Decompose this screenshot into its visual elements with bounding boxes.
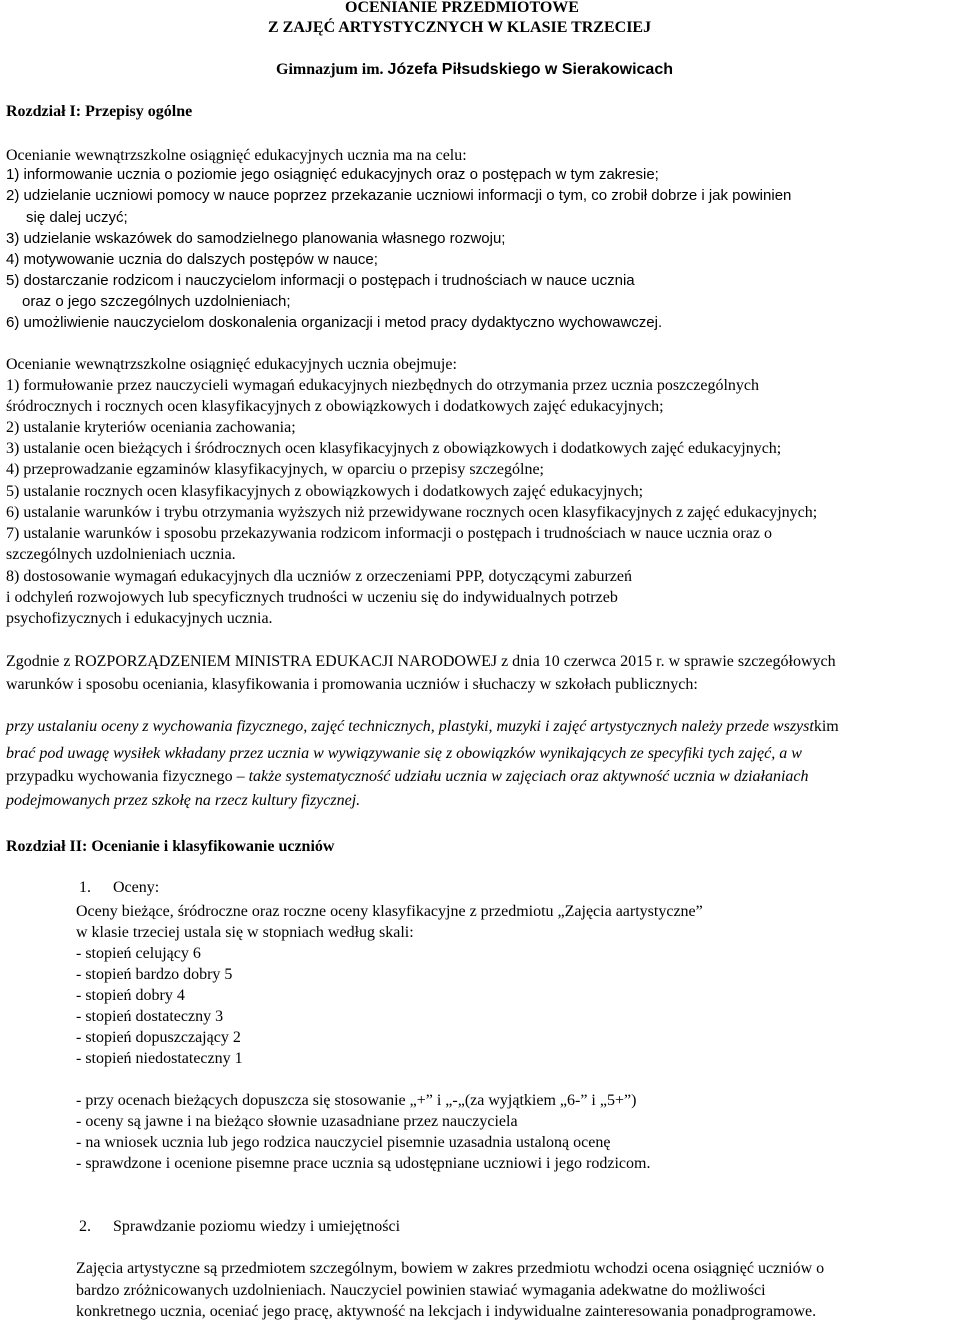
quoted-paragraph-line3 — [6, 769, 809, 785]
grading-rule: - oceny są jawne i na bieżąco słownie uzasadniane przez nauczyciela — [76, 1113, 518, 1130]
goals-line: 4) motywowanie ucznia do dalszych postępów w nauce; — [6, 251, 378, 268]
goals-line: 5) dostarczanie rodzicom i nauczycielom informacji o postępach i trudnościach w nauce ucznia — [6, 272, 635, 289]
goals-line: się dalej uczyć; — [26, 209, 128, 226]
grades-text: w klasie trzeciej ustala się w stopniach według skali: — [76, 924, 414, 941]
goals-line: 6) umożliwienie nauczycielom doskonalenia organizacji i metod pracy dydaktyczno wychowawczej. — [6, 314, 663, 331]
school-name-part1: Gimnazjum im. — [276, 61, 388, 78]
scope-line: i odchyleń rozwojowych lub specyficznych trudności w uczeniu się do indywidualnych potrzeb — [6, 589, 618, 606]
section1-number: 1. — [79, 879, 91, 896]
grade-scale-item: - stopień celujący 6 — [76, 945, 201, 962]
goals-line: oraz o jego szczególnych uzdolnieniach; — [22, 293, 291, 310]
quoted-paragraph-line2: brać pod uwagę wysiłek wkładany przez ucznia w wywiązywanie się z obowiązków wynikających ze specyfiki tych zajęć, a w — [6, 745, 802, 762]
scope-line: 2) ustalanie kryteriów oceniania zachowania; — [6, 419, 296, 436]
grade-scale-item: - stopień dobry 4 — [76, 987, 185, 1004]
scope-line: 4) przeprowadzanie egzaminów klasyfikacyjnych, w oparciu o przepisy szczególne; — [6, 461, 544, 478]
document-title-line2: Z ZAJĘĆ ARTYSTYCZNYCH W KLASIE TRZECIEJ — [268, 19, 652, 36]
section1-title: Oceny: — [113, 879, 160, 896]
quoted-text: przy ustalaniu oceny z wychowania fizycznego, zajęć technicznych, plastyki, muzyki i zajęć artystycznych należy przede wszyst — [6, 718, 814, 735]
scope-line: psychofizycznych i edukacyjnych ucznia. — [6, 610, 273, 627]
school-name — [276, 62, 673, 78]
chapter1-heading: Rozdział I: Przepisy ogólne — [6, 103, 193, 120]
scope-line: 8) dostosowanie wymagań edukacyjnych dla uczniów z orzeczeniami PPP, dotyczącymi zaburzeń — [6, 568, 633, 585]
document-title-line1: OCENIANIE PRZEDMIOTOWE — [345, 0, 579, 16]
quoted-text-tail: kim — [813, 718, 839, 735]
scope-line: 1) formułowanie przez nauczycieli wymagań edukacyjnych niezbędnych do otrzymania przez ucznia poszczególnych — [6, 377, 759, 394]
school-name-part2: Józefa Piłsudskiego w Sierakowicach — [387, 61, 673, 78]
grade-scale-item: - stopień dostateczny 3 — [76, 1008, 224, 1025]
section2-number: 2. — [79, 1218, 91, 1235]
section2-text: bardzo zróżnicowanych uzdolnieniach. Nauczyciel powinien stawiać wymagania adekwatne do możliwości — [76, 1282, 766, 1299]
grade-scale-item: - stopień bardzo dobry 5 — [76, 966, 233, 983]
grades-text: Oceny bieżące, śródroczne oraz roczne oceny klasyfikacyjne z przedmiotu „Zajęcia aartystyczne” — [76, 903, 703, 920]
grading-rule: - sprawdzone i ocenione pisemne prace ucznia są udostępniane uczniowi i jego rodzicom. — [76, 1155, 651, 1172]
grading-rule: - na wniosek ucznia lub jego rodzica nauczyciel pisemnie uzasadnia ustaloną ocenę — [76, 1134, 611, 1151]
scope-line: 3) ustalanie ocen bieżących i śródrocznych ocen klasyfikacyjnych z obowiązkowych i dodatkowych zajęć edukacyjnych; — [6, 440, 782, 457]
grade-scale-item: - stopień niedostateczny 1 — [76, 1050, 243, 1067]
goals-line: 3) udzielanie wskazówek do samodzielnego planowania własnego rozwoju; — [6, 230, 506, 247]
grade-scale-item: - stopień dopuszczający 2 — [76, 1029, 241, 1046]
section2-title: Sprawdzanie poziomu wiedzy i umiejętności — [113, 1218, 401, 1235]
quoted-text: także systematyczność udziału ucznia w zajęciach oraz aktywność ucznia w działaniach — [248, 768, 809, 785]
section2-text: Zajęcia artystyczne są przedmiotem szczególnym, bowiem w zakres przedmiotu wchodzi ocena osiągnięć uczniów o — [76, 1260, 825, 1277]
regulation-line1: Zgodnie z ROZPORZĄDZENIEM MINISTRA EDUKACJI NARODOWEJ z dnia 10 czerwca 2015 r. w sprawie szczegółowych — [6, 653, 836, 670]
scope-line: śródrocznych i rocznych ocen klasyfikacyjnych z obowiązkowych i dodatkowych zajęć edukacyjnych; — [6, 398, 664, 415]
scope-intro: Ocenianie wewnątrzszkolne osiągnięć edukacyjnych ucznia obejmuje: — [6, 356, 457, 373]
goals-intro: Ocenianie wewnątrzszkolne osiągnięć edukacyjnych ucznia ma na celu: — [6, 147, 467, 164]
goals-line: 1) informowanie ucznia o poziomie jego osiągnięć edukacyjnych oraz o postępach w tym zakresie; — [6, 166, 659, 183]
scope-line: 5) ustalanie rocznych ocen klasyfikacyjnych z obowiązkowych i dodatkowych zajęć edukacyjnych; — [6, 483, 644, 500]
quoted-paragraph-line4: podejmowanych przez szkołę na rzecz kultury fizycznej. — [6, 792, 361, 809]
regulation-line2: warunków i sposobu oceniania, klasyfikowania i promowania uczniów i słuchaczy w szkołach publicznych: — [6, 676, 698, 693]
chapter2-heading: Rozdział II: Ocenianie i klasyfikowanie uczniów — [6, 838, 335, 855]
section2-text: konkretnego ucznia, oceniać jego pracę, aktywność na lekcjach i indywidualne zainteresowania ponadprogramowe. — [76, 1303, 817, 1320]
scope-line: szczególnych uzdolnieniach ucznia. — [6, 546, 236, 563]
scope-line: 7) ustalanie warunków i sposobu przekazywania rodzicom informacji o postępach i trudnościach w nauce ucznia oraz o — [6, 525, 772, 542]
quoted-paragraph-line1 — [6, 719, 839, 735]
scope-line: 6) ustalanie warunków i trybu otrzymania wyższych niż przewidywane rocznych ocen klasyfikacyjnych z zajęć edukacyjnych; — [6, 504, 818, 521]
goals-line: 2) udzielanie uczniowi pomocy w nauce poprzez przekazanie uczniowi informacji o tym, co zrobił dobrze i jak powinien — [6, 187, 792, 204]
quoted-text-lead: przypadku wychowania fizycznego – — [6, 768, 249, 785]
grading-rule: - przy ocenach bieżących dopuszcza się stosowanie „+” i „-„(za wyjątkiem „6-” i „5+”) — [76, 1092, 637, 1109]
